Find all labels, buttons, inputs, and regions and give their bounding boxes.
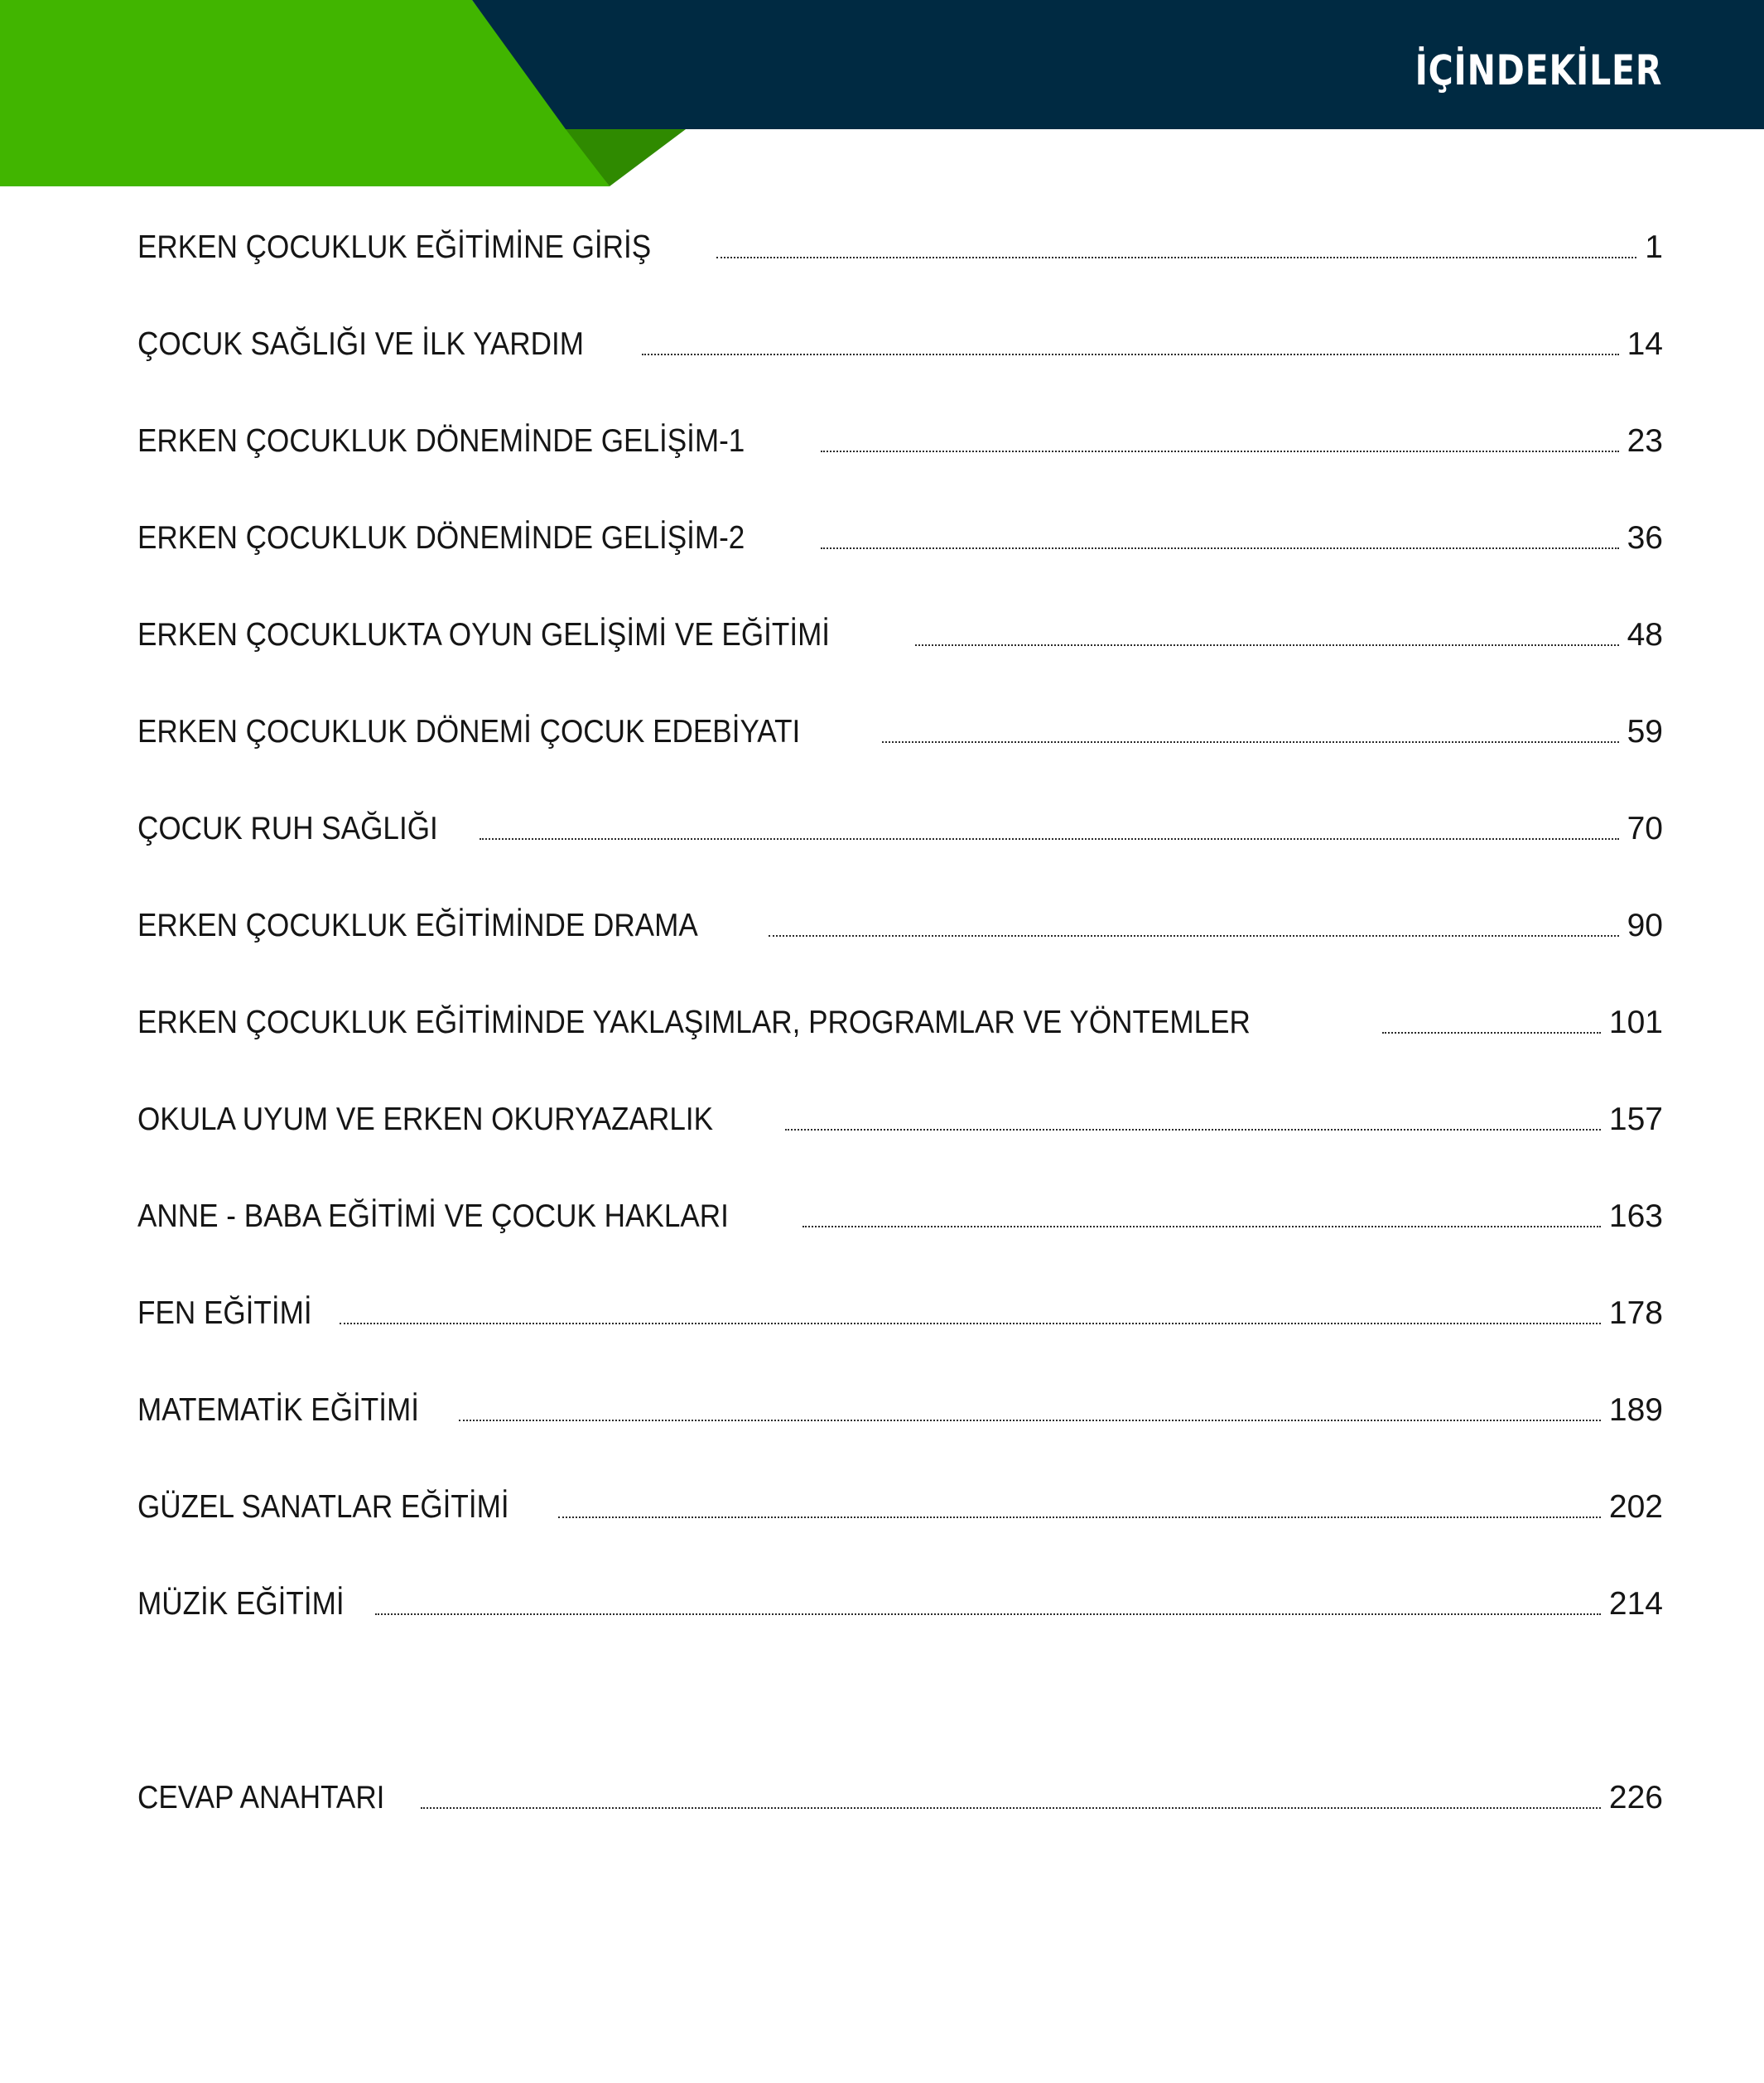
toc-entry[interactable] xyxy=(137,219,1663,268)
toc-entry-page: 214 xyxy=(1608,1586,1663,1622)
toc-entry[interactable] xyxy=(137,1285,1663,1334)
toc-entry-title: ERKEN ÇOCUKLUK EĞİTİMİNE GİRİŞ xyxy=(137,229,652,265)
toc-entry-title: ERKEN ÇOCUKLUKTA OYUN GELİŞİMİ VE EĞİTİMİ xyxy=(137,617,831,653)
dot-leader xyxy=(558,1515,1601,1518)
toc-entry-title: ERKEN ÇOCUKLUK DÖNEMİNDE GELİŞİM-1 xyxy=(137,423,745,459)
toc-entry-title: GÜZEL SANATLAR EĞİTİMİ xyxy=(137,1489,509,1525)
dot-leader xyxy=(821,546,1619,549)
toc-entry[interactable] xyxy=(137,509,1663,559)
toc-entry-page: 163 xyxy=(1608,1198,1663,1234)
dot-leader xyxy=(785,1127,1601,1131)
toc-entry[interactable] xyxy=(137,897,1663,947)
dot-leader xyxy=(480,837,1619,840)
toc-entry[interactable] xyxy=(137,800,1663,850)
toc-entry[interactable] xyxy=(137,1478,1663,1528)
toc-entry-page: 36 xyxy=(1627,520,1663,556)
toc-entry-title: ERKEN ÇOCUKLUK DÖNEMİ ÇOCUK EDEBİYATI xyxy=(137,714,801,750)
toc-entry-page: 226 xyxy=(1608,1780,1663,1815)
toc-entry-page: 101 xyxy=(1608,1005,1663,1040)
toc-entry-title: OKULA UYUM VE ERKEN OKURYAZARLIK xyxy=(137,1102,714,1137)
toc-entry-page: 59 xyxy=(1627,714,1663,750)
toc-entry-title: ANNE - BABA EĞİTİMİ VE ÇOCUK HAKLARI xyxy=(137,1198,729,1234)
toc-entry[interactable] xyxy=(137,412,1663,462)
page-title: İÇİNDEKİLER xyxy=(1415,46,1662,94)
toc-entry-page: 202 xyxy=(1608,1489,1663,1525)
toc-entry-page: 1 xyxy=(1645,229,1663,265)
toc-entry-page: 48 xyxy=(1627,617,1663,653)
dot-leader xyxy=(1382,1030,1601,1034)
dot-leader xyxy=(716,255,1636,258)
toc-entry-page: 70 xyxy=(1627,811,1663,846)
dot-leader xyxy=(821,449,1619,452)
toc-entry-title: ERKEN ÇOCUKLUK DÖNEMİNDE GELİŞİM-2 xyxy=(137,520,745,556)
dot-leader xyxy=(375,1612,1601,1615)
toc-entry-page: 23 xyxy=(1627,423,1663,459)
toc-entry[interactable] xyxy=(137,994,1663,1044)
toc-entry[interactable] xyxy=(137,1091,1663,1140)
toc-entry-page: 14 xyxy=(1627,326,1663,362)
dot-leader xyxy=(802,1224,1601,1227)
toc-entry[interactable] xyxy=(137,1381,1663,1431)
toc-entry-title: MATEMATİK EĞİTİMİ xyxy=(137,1392,419,1428)
toc-entry-page: 157 xyxy=(1608,1102,1663,1137)
dot-leader xyxy=(421,1806,1601,1809)
toc-entry-title: MÜZİK EĞİTİMİ xyxy=(137,1586,345,1622)
toc-entry-title: FEN EĞİTİMİ xyxy=(137,1295,312,1331)
toc-entry[interactable] xyxy=(137,703,1663,753)
toc-entry-page: 189 xyxy=(1608,1392,1663,1428)
toc-entry[interactable] xyxy=(137,606,1663,656)
toc-entry[interactable] xyxy=(137,316,1663,365)
toc-entry-title: ÇOCUK RUH SAĞLIĞI xyxy=(137,811,438,846)
toc-entry-title: ERKEN ÇOCUKLUK EĞİTİMİNDE YAKLAŞIMLAR, PROGRAMLAR VE YÖNTEMLER xyxy=(137,1005,1251,1040)
toc-entry-title: ERKEN ÇOCUKLUK EĞİTİMİNDE DRAMA xyxy=(137,908,698,943)
dot-leader xyxy=(882,740,1618,743)
dot-leader xyxy=(459,1418,1601,1421)
toc-entry[interactable] xyxy=(137,1575,1663,1625)
toc-entry-page: 178 xyxy=(1608,1295,1663,1331)
dot-leader xyxy=(915,643,1619,646)
toc-entry-title: ÇOCUK SAĞLIĞI VE İLK YARDIM xyxy=(137,326,585,362)
dot-leader xyxy=(340,1321,1601,1324)
toc-entry-answer-key[interactable] xyxy=(137,1769,1663,1819)
toc-entry-title: CEVAP ANAHTARI xyxy=(137,1780,385,1815)
dot-leader xyxy=(769,933,1619,937)
toc-entry-page: 90 xyxy=(1627,908,1663,943)
dot-leader xyxy=(642,352,1619,355)
toc-entry[interactable] xyxy=(137,1188,1663,1237)
